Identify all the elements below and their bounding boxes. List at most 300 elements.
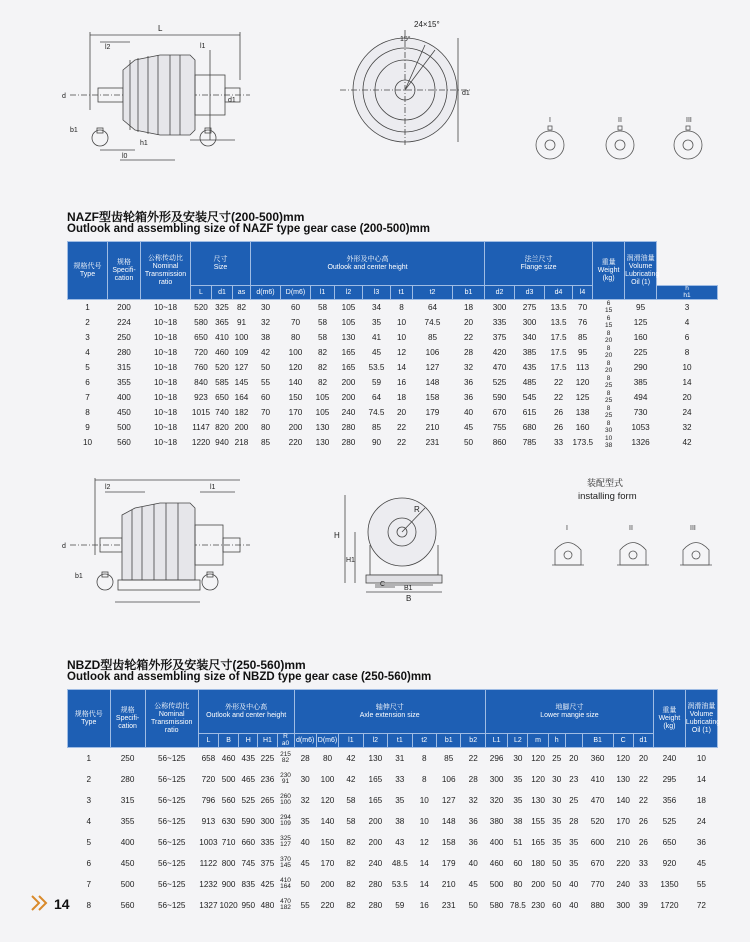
table-cell: 494 <box>625 390 657 405</box>
angle-label: 24×15° <box>414 20 440 29</box>
dim-d1-label: d1 <box>228 97 236 104</box>
table-cell: 560 <box>219 790 239 811</box>
table-cell: 650 <box>191 330 212 345</box>
table-cell: 10~18 <box>141 360 191 375</box>
table-cell: 22 <box>545 390 573 405</box>
table-cell: 36 <box>453 390 485 405</box>
table-cell: 182 <box>234 408 249 417</box>
table-cell: 500 <box>485 874 507 895</box>
table-cell: 480 <box>260 900 275 910</box>
table-cell: 82 <box>339 832 363 853</box>
table-cell: 880 <box>590 900 605 910</box>
table-cell: 460 <box>219 748 239 769</box>
table-cell: 20 <box>657 390 718 405</box>
table-cell-stacked: 6 15 <box>593 300 625 316</box>
table-cell: 6 <box>86 858 92 868</box>
table-cell: 32 <box>657 420 718 435</box>
table-cell: 658 <box>198 748 218 769</box>
table-cell: 590 <box>485 390 515 405</box>
table-cell: 130 <box>335 330 363 345</box>
table-cell: 296 <box>485 748 507 769</box>
table-cell: 160 <box>573 420 593 435</box>
table-cell: 320 <box>485 790 507 811</box>
table-cell: 28 <box>294 748 316 769</box>
table-cell: 8 <box>86 900 92 910</box>
table-cell-stacked: 10 38 <box>604 435 613 449</box>
table-cell: 20 <box>463 318 474 327</box>
table-cell: 950 <box>241 900 256 910</box>
table-cell: 26 <box>545 420 573 435</box>
nbzd-spec-table: 规格代号 Type 规格 Specifi-cation 公称传动比 Nominal Transmission ratio 外形及中心高 Outlook and center height 轴伸尺寸 Axle extension size 地脚尺寸 Lower mangie size 重量 Weight (kg) 润滑油量 Volume Lubricating Oil (1) L B H H1 R a0 d(m6) D(m6) l1 l2 t1 t2 b1 b2 L1 L2 m h B1 C d1 1 250 56~125 658 460 435 225 215 82 28 80 42 130 31 8 85 22 296 30 120 25 20 360 120 20 240 10 2 280 56~125 720 500 465 236 230 91 30 100 42 165 33 8 106 28 300 35 120 30 23 410 130 22 295 14 3 315 56~125 796 560 525 265 260 100 32 120 58 165 35 10 127 32 320 35 130 30 25 470 140 22 356 18 4 355 56~125 913 630 590 300 294 109 35 140 58 200 38 10 148 36 380 38 155 35 28 520 170 26 525 24 5 400 56~125 1003 710 660 335 325 127 40 150 82 200 43 12 158 36 400 51 165 35 35 600 210 26 650 36 6 450 56~125 1122 800 745 375 370 145 45 170 82 240 48.5 14 179 40 460 60 180 50 35 670 220 33 920 45 7 500 56~125 1232 900 835 425 410 164 50 200 82 280 53.5 14 210 45 500 80 200 50 40 770 240 33 1350 55 8 560 56~125 1327 1020 950 480 470 182 55 220 82 280 59 16 231 50 580 78.5 230 60 40 880 300 39 1720 72 <box>67 689 718 916</box>
table-cell: 41 <box>363 330 391 345</box>
table-cell: 630 <box>221 816 236 826</box>
table-cell: 14 <box>419 858 429 868</box>
table-cell: 31 <box>388 748 412 769</box>
table-cell: 26 <box>633 832 653 853</box>
table-cell: 650 <box>653 832 685 853</box>
table-cell: 150 <box>281 390 311 405</box>
table-cell: 40 <box>463 408 474 417</box>
table-cell: 82 <box>339 874 363 895</box>
table-cell: 1053 <box>625 420 657 435</box>
table-cell: 220 <box>616 858 630 868</box>
table-cell: 7 <box>68 390 108 405</box>
table-cell: 35 <box>508 790 528 811</box>
table-cell: 200 <box>335 390 363 405</box>
dim-d-label: d <box>62 93 66 100</box>
table-cell: 231 <box>441 900 456 910</box>
nazf-th-oil: 润滑油量 Volume Lubricating Oil (1) <box>625 242 657 300</box>
table-cell: 280 <box>341 438 356 447</box>
table-cell: 360 <box>582 748 613 769</box>
inst-form-III-label: III <box>690 525 696 532</box>
table-cell: 170 <box>320 858 335 868</box>
table-cell: 59 <box>395 900 405 910</box>
table-cell: 913 <box>201 816 216 826</box>
table-cell: 200 <box>528 874 548 895</box>
table-cell: 600 <box>582 832 613 853</box>
nazf-side-view-drawing <box>60 20 250 185</box>
table-cell: 80 <box>508 874 528 895</box>
table-cell: 1220 <box>191 438 211 447</box>
table-cell: 64 <box>363 390 391 405</box>
table-cell: 710 <box>219 832 239 853</box>
table-cell: 56~125 <box>157 900 186 910</box>
table-cell: 130 <box>528 790 548 811</box>
table-cell: 120 <box>316 790 338 811</box>
table-cell: 85 <box>573 330 593 345</box>
nazf-th-ratio: 公称传动比 Nominal Transmission ratio <box>141 242 191 300</box>
table-cell: 8 <box>85 408 90 417</box>
table-cell: 10~18 <box>154 438 177 447</box>
table-cell: 100 <box>288 348 303 357</box>
table-cell: 40 <box>569 900 579 910</box>
nbzd-th-outlook: 外形及中心高 Outlook and center height <box>198 690 294 734</box>
table-cell: 26 <box>553 408 564 417</box>
table-cell: 14 <box>391 360 413 375</box>
table-cell: 76 <box>578 318 588 327</box>
table-row <box>68 420 718 435</box>
table-cell-stacked: 260 100 <box>277 790 294 811</box>
table-cell: 55 <box>685 874 717 895</box>
table-row <box>68 811 718 832</box>
table-cell: 55 <box>260 378 271 387</box>
table-cell: 10 <box>391 330 413 345</box>
table-cell: 500 <box>110 874 145 895</box>
table-cell: 470 <box>582 790 613 811</box>
nbzd-front-view-drawing <box>330 490 460 605</box>
deg-label: 15° <box>400 36 411 43</box>
table-cell: 1 <box>68 748 111 769</box>
inst-form-II-label: II <box>629 525 633 532</box>
table-cell: 560 <box>120 900 135 910</box>
table-cell: 158 <box>436 832 460 853</box>
dim-L-label: L <box>158 24 163 33</box>
table-cell: 33 <box>553 438 564 447</box>
table-row <box>68 748 718 769</box>
table-cell: 85 <box>436 748 460 769</box>
nazf-th-outlook: 外形及中心高 Outlook and center height <box>251 242 485 286</box>
table-cell: 78.5 <box>509 900 526 910</box>
table-cell: 32 <box>453 360 485 375</box>
nazf-th-flange: 法兰尺寸 Flange size <box>485 242 593 286</box>
table-cell: 20 <box>633 748 653 769</box>
table-cell: 22 <box>391 420 413 435</box>
table-cell: 590 <box>241 816 256 826</box>
table-cell: 130 <box>311 420 335 435</box>
table-cell: 45 <box>461 874 486 895</box>
table-cell: 800 <box>221 858 236 868</box>
dim-R-label: R <box>414 505 420 514</box>
dim-h1-label: h1 <box>140 140 148 147</box>
nbzd-dim-b1-label: b1 <box>75 573 83 580</box>
table-row <box>68 895 718 916</box>
table-cell: 140 <box>288 378 303 387</box>
table-cell: 755 <box>485 420 515 435</box>
table-cell: 82 <box>233 300 251 316</box>
nazf-title-en: Outlook and assembling size of NAZF type gear case (200-500)mm <box>67 223 430 235</box>
table-cell: 500 <box>221 774 236 784</box>
table-cell: 425 <box>258 874 277 895</box>
nbzd-dim-l2-label: l2 <box>105 484 111 491</box>
table-row <box>68 790 718 811</box>
table-cell: 56~125 <box>145 832 198 853</box>
table-cell: 380 <box>489 816 504 826</box>
nbzd-th-type: 规格代号 Type <box>68 690 111 748</box>
table-cell: 820 <box>212 420 233 435</box>
table-cell: 17.5 <box>545 330 573 345</box>
table-cell: 58 <box>311 330 335 345</box>
table-cell: 32 <box>461 790 486 811</box>
table-cell: 23 <box>569 774 579 784</box>
table-cell: 18 <box>685 790 717 811</box>
table-cell: 1122 <box>199 858 218 868</box>
table-cell: 127 <box>436 790 460 811</box>
form-II-label: II <box>618 117 622 124</box>
table-cell: 42 <box>346 774 356 784</box>
table-cell: 145 <box>234 378 249 387</box>
table-cell: 158 <box>413 390 453 405</box>
table-cell: 164 <box>233 390 251 405</box>
table-cell: 460 <box>215 348 229 357</box>
table-cell: 4 <box>86 816 92 826</box>
installing-form-cn: 装配型式 <box>587 478 624 488</box>
dim-B-label: B <box>406 594 412 603</box>
table-cell: 140 <box>320 816 335 826</box>
table-cell: 60 <box>552 900 562 910</box>
dim-l2-label: l2 <box>105 44 111 51</box>
table-cell: 17.5 <box>545 360 573 375</box>
table-row <box>68 375 718 390</box>
table-cell: 240 <box>653 748 685 769</box>
table-cell: 300 <box>616 900 630 910</box>
table-cell: 670 <box>492 408 507 417</box>
table-cell: 2 <box>86 774 92 784</box>
table-cell: 4 <box>684 318 690 327</box>
nazf-th-weight: 重量 Weight (kg) <box>593 242 625 300</box>
table-cell: 356 <box>653 790 685 811</box>
nbzd-mount-forms-drawing <box>550 535 720 575</box>
table-cell: 210 <box>613 832 633 853</box>
table-cell: 375 <box>260 858 275 868</box>
table-cell: 106 <box>441 774 456 784</box>
table-cell: 660 <box>239 832 258 853</box>
table-cell: 225 <box>633 348 648 357</box>
table-cell: 130 <box>616 774 630 784</box>
table-cell: 375 <box>485 330 515 345</box>
table-cell: 315 <box>108 360 141 375</box>
table-cell: 280 <box>335 420 363 435</box>
table-cell: 6 <box>657 330 718 345</box>
table-cell: 200 <box>316 874 338 895</box>
table-row <box>68 330 718 345</box>
table-cell: 179 <box>441 858 456 868</box>
table-cell: 720 <box>201 774 216 784</box>
table-cell: 127 <box>233 360 251 375</box>
table-cell: 8 <box>391 300 413 316</box>
table-cell: 85 <box>260 438 271 447</box>
table-cell: 170 <box>616 816 630 826</box>
dim-B1-label: B1 <box>404 585 413 592</box>
table-cell: 80 <box>281 330 311 345</box>
nbzd-title-en: Outlook and assembling size of NBZD type gear case (250-560)mm <box>67 671 432 683</box>
table-cell: 920 <box>662 858 677 868</box>
dim-b1-label: b1 <box>70 127 78 134</box>
table-cell: 520 <box>590 816 605 826</box>
table-cell: 20 <box>565 748 582 769</box>
table-cell-stacked: 8 30 <box>593 420 625 435</box>
table-cell: 35 <box>548 832 565 853</box>
table-cell: 745 <box>241 858 256 868</box>
table-cell: 200 <box>368 816 383 826</box>
table-cell: 85 <box>413 330 453 345</box>
table-cell: 72 <box>696 900 706 910</box>
table-cell: 923 <box>191 390 212 405</box>
table-cell: 14 <box>682 378 692 387</box>
table-cell: 165 <box>368 774 383 784</box>
table-cell: 45 <box>371 348 382 357</box>
table-cell: 50 <box>463 438 474 447</box>
table-cell: 5 <box>68 360 108 375</box>
table-cell-stacked: 8 20 <box>604 345 613 359</box>
table-cell: 200 <box>281 420 311 435</box>
table-cell: 45 <box>300 858 310 868</box>
table-cell: 100 <box>233 330 251 345</box>
table-cell: 300 <box>489 774 504 784</box>
table-cell: 113 <box>573 360 593 375</box>
table-cell: 200 <box>108 300 141 316</box>
table-cell: 100 <box>320 774 335 784</box>
table-row <box>68 345 718 360</box>
table-cell: 50 <box>251 360 281 375</box>
table-cell: 109 <box>234 348 249 357</box>
table-cell: 130 <box>363 748 387 769</box>
table-cell: 365 <box>215 318 229 327</box>
table-cell: 1020 <box>219 900 238 910</box>
table-cell: 10~18 <box>154 378 177 387</box>
table-cell: 670 <box>590 858 605 868</box>
table-cell: 385 <box>633 378 648 387</box>
table-cell: 10~18 <box>154 318 177 327</box>
table-cell: 10~18 <box>141 330 191 345</box>
nazf-flange-view-drawing <box>340 15 480 145</box>
table-cell-stacked: 230 91 <box>280 771 291 785</box>
table-cell: 315 <box>110 790 145 811</box>
table-cell: 36 <box>461 832 486 853</box>
table-cell: 17.5 <box>550 348 567 357</box>
table-cell: 580 <box>194 318 208 327</box>
table-cell: 650 <box>212 390 233 405</box>
table-cell: 58 <box>339 790 363 811</box>
table-cell: 280 <box>368 900 383 910</box>
table-cell-stacked: 370 145 <box>280 855 291 869</box>
table-cell: 835 <box>239 874 258 895</box>
table-cell: 218 <box>234 438 249 447</box>
table-cell: 265 <box>258 790 277 811</box>
table-cell: 785 <box>522 438 537 447</box>
table-cell: 43 <box>388 832 412 853</box>
table-cell: 150 <box>316 832 338 853</box>
nbzd-side-view-drawing <box>60 470 250 615</box>
nazf-th-size: 尺寸 Size <box>191 242 251 286</box>
table-cell: 30 <box>552 774 562 784</box>
nbzd-th-spec: 规格 Specifi-cation <box>110 690 145 748</box>
table-cell: 45 <box>453 420 485 435</box>
nbzd-th-ratio: 公称传动比 Nominal Transmission ratio <box>145 690 198 748</box>
table-cell: 720 <box>194 348 208 357</box>
table-cell: 30 <box>300 774 310 784</box>
table-cell: 18 <box>391 390 413 405</box>
table-cell: 250 <box>110 748 145 769</box>
table-cell: 50 <box>548 874 565 895</box>
table-cell: 25 <box>548 748 565 769</box>
table-cell: 120 <box>528 748 548 769</box>
table-cell: 236 <box>260 774 275 784</box>
table-cell: 53.5 <box>388 874 412 895</box>
table-cell: 500 <box>108 420 141 435</box>
table-cell: 900 <box>219 874 239 895</box>
table-cell: 420 <box>492 348 507 357</box>
table-cell-stacked: 8 25 <box>593 390 625 405</box>
table-cell: 680 <box>515 420 545 435</box>
table-cell: 36 <box>463 378 474 387</box>
table-cell: 525 <box>239 790 258 811</box>
table-cell: 80 <box>316 748 338 769</box>
table-cell: 95 <box>625 300 657 316</box>
table-cell: 520 <box>191 300 212 316</box>
table-cell: 70 <box>290 318 301 327</box>
table-cell: 155 <box>531 816 545 826</box>
table-cell: 42 <box>682 438 692 447</box>
table-cell: 18 <box>453 300 485 316</box>
dim-H1-label: H1 <box>346 557 355 564</box>
table-cell: 465 <box>241 774 256 784</box>
table-cell: 7 <box>68 874 111 895</box>
table-cell: 470 <box>485 360 515 375</box>
table-cell: 1720 <box>660 900 679 910</box>
form-III-label: III <box>686 117 692 124</box>
table-cell: 106 <box>425 348 440 357</box>
table-cell: 64 <box>413 300 453 316</box>
table-cell: 200 <box>363 832 387 853</box>
table-cell: 91 <box>236 318 247 327</box>
dim-H-label: H <box>334 531 340 540</box>
dim-l0-label: l0 <box>122 153 128 160</box>
table-cell: 1 <box>68 300 108 316</box>
table-cell: 30 <box>251 300 281 316</box>
table-cell: 130 <box>315 438 330 447</box>
table-cell: 56~125 <box>157 816 186 826</box>
table-cell: 70 <box>260 408 271 417</box>
table-row <box>68 390 718 405</box>
table-cell: 615 <box>522 408 537 417</box>
table-cell: 33 <box>395 774 405 784</box>
table-cell: 290 <box>625 360 657 375</box>
table-cell: 280 <box>120 774 135 784</box>
table-cell: 22 <box>553 378 564 387</box>
table-cell: 38 <box>251 330 281 345</box>
table-cell: 10 <box>412 790 436 811</box>
nbzd-th-weight: 重量 Weight (kg) <box>653 690 685 748</box>
table-cell: 3 <box>68 330 108 345</box>
table-cell: 400 <box>485 832 507 853</box>
table-cell: 20 <box>396 408 407 417</box>
table-cell: 35 <box>300 816 310 826</box>
table-cell: 50 <box>468 900 478 910</box>
table-cell: 1003 <box>198 832 218 853</box>
table-cell: 56~125 <box>145 874 198 895</box>
table-cell: 220 <box>288 438 303 447</box>
table-cell: 148 <box>441 816 456 826</box>
table-cell: 560 <box>117 438 131 447</box>
table-cell: 275 <box>515 300 545 316</box>
table-cell: 30 <box>508 748 528 769</box>
table-cell: 140 <box>613 790 633 811</box>
table-cell: 220 <box>320 900 335 910</box>
table-cell: 32 <box>294 790 316 811</box>
nazf-th-type: 规格代号 Type <box>68 242 108 300</box>
table-cell: 35 <box>552 816 562 826</box>
table-cell: 10 <box>685 748 717 769</box>
table-cell: 35 <box>513 774 523 784</box>
table-cell: 56~125 <box>157 858 186 868</box>
table-cell: 3 <box>657 300 718 316</box>
table-cell: 74.5 <box>368 408 385 417</box>
table-cell: 410 <box>212 330 233 345</box>
table-cell-stacked: 6 15 <box>604 315 613 329</box>
table-cell: 6 <box>85 378 90 387</box>
table-cell: 125 <box>573 390 593 405</box>
